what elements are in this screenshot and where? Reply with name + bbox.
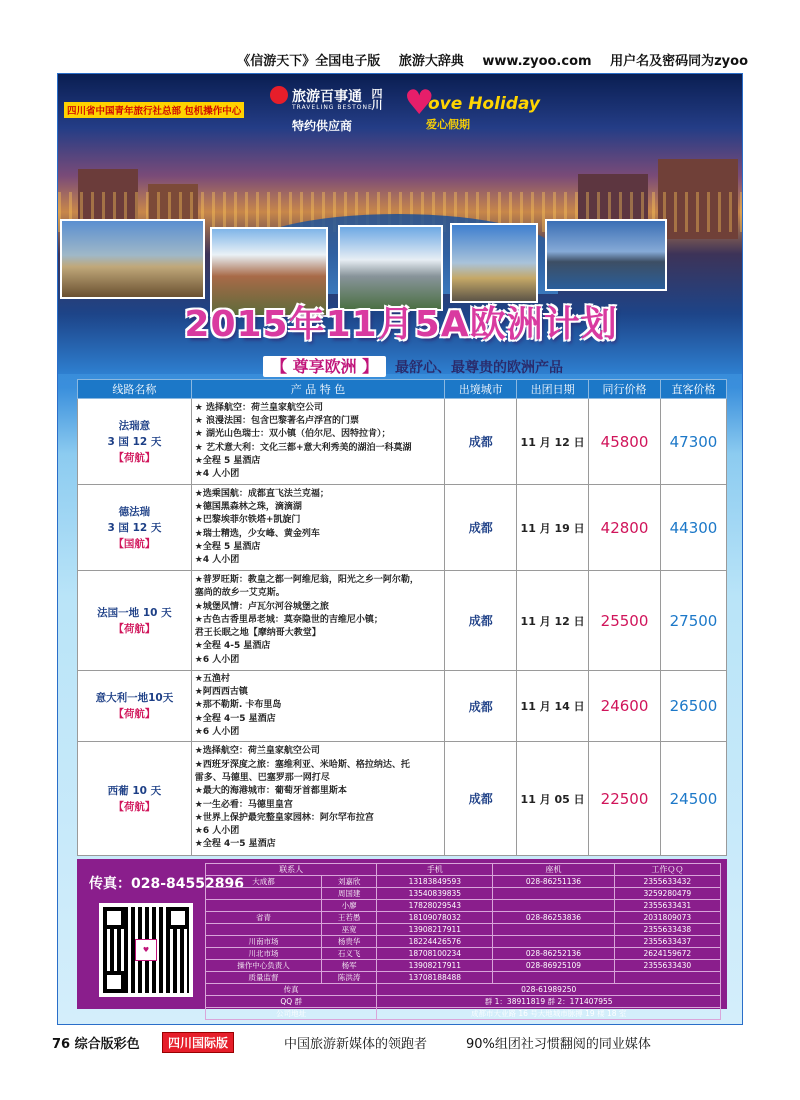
contact-mobile[interactable]: 13708188488 [377,972,493,984]
feature-line: ★选乘国航：成都直飞法兰克福； [194,488,329,499]
feature-line: ★4 人小团 [194,469,240,480]
brand-province: 四川 [370,88,383,110]
route-line: 3 国 12 天 [107,435,162,448]
contact-row [206,876,721,888]
feature-line: ★选择航空：荷兰皇家航空公司 [194,746,320,757]
contact-dept [206,924,322,936]
route-airline: 【荷航】 [113,800,156,813]
departure-city: 成都 [445,485,517,571]
feature-line: ★6 人小团 [194,826,240,837]
brand-name: 旅游百事通 [292,89,362,105]
feature-line: ★阿西西古镇 [194,687,248,698]
contact-landline[interactable]: 028-86925109 [493,960,614,972]
address-value: 成都市大业路 16 号大地城市脉搏 19 楼 18 室 [377,1008,721,1020]
contact-landline[interactable] [493,924,614,936]
feature-line: ★全程 4-5 星酒店 [194,641,271,652]
table-row [78,742,727,856]
route-name [78,399,192,485]
departure-city: 成都 [445,671,517,742]
route-line: 意大利一地10天 [95,692,174,704]
contact-person: 杨军 [321,960,376,972]
departure-date: 11 月 19 日 [517,485,589,571]
contact-dept: 川南市场 [206,936,322,948]
contact-qq[interactable] [614,972,720,984]
contact-qq[interactable]: 2624159672 [614,948,720,960]
contact-qq[interactable]: 2355633432 [614,876,720,888]
contact-col-mobile: 手机 [377,864,493,876]
feature-line: ★ 选择航空：荷兰皇家航空公司 [194,402,323,413]
contact-col-qq: 工作ＱＱ [614,864,720,876]
feature-line: ★古色古香里昂老城：莫奈隐世的吉维尼小镇； [194,614,383,625]
lvyoubaishitong-logo [270,84,390,134]
contact-person: 周国建 [321,888,376,900]
route-table-header [78,380,727,399]
feature-line: ★西班牙深度之旅：塞维利亚、米哈斯、格拉纳达、托 [194,759,410,770]
cathedral-photo [545,219,667,291]
contact-row [206,888,721,900]
contact-person: 王若愚 [321,912,376,924]
feature-line: ★ 艺术意大利：文化三都+意大利秀美的湖泊一科莫湖 [194,442,412,453]
contact-landline[interactable] [493,936,614,948]
contact-landline[interactable] [493,900,614,912]
peer-price: 24600 [589,671,661,742]
qr-pattern [103,907,189,993]
route-line: 德法瑞 [118,505,151,518]
contact-mobile[interactable]: 18224426576 [377,936,493,948]
feature-line: ★那不勒斯. 卡布里岛 [194,700,282,711]
contact-dept: 操作中心负责人 [206,960,322,972]
feature-line: ★巴黎埃菲尔铁塔+凯旋门 [194,515,301,526]
contact-dept: 川北市场 [206,948,322,960]
feature-line: ★全程 5 星酒店 [194,455,261,466]
contact-address-row [206,1008,721,1020]
header-magazine: 《信游天下》全国电子版 [237,54,381,69]
contact-mobile[interactable]: 13908217911 [377,924,493,936]
feature-line: ★6 人小团 [194,726,240,737]
contact-qq[interactable]: 2031809073 [614,912,720,924]
brand-supplier-label: 特约供应商 [292,119,353,133]
contact-panel [77,859,727,1018]
feature-line: 塞尚的故乡一艾克斯。 [194,588,285,599]
contact-row [206,948,721,960]
contact-landline[interactable] [493,888,614,900]
cyts-org-name: 四川省中国青年旅行社总部 包机操作中心 [64,102,244,118]
contact-row [206,900,721,912]
feature-line: ★一生必看：马德里皇宫 [194,799,293,810]
departure-date: 11 月 14 日 [517,671,589,742]
contact-header-row [206,864,721,876]
contact-mobile[interactable]: 18109078032 [377,912,493,924]
peer-price: 25500 [589,571,661,671]
poster-title: 2015年11月5A欧洲计划 [184,304,618,345]
contact-dept: 大成都 [206,876,322,888]
table-row [78,399,727,485]
love-holiday-cn: 爱心假期 [426,118,470,131]
route-features [191,571,445,671]
fax-number-large: 传真：028-84552896 [89,876,244,892]
footer-slogan-2: 90%组团社习惯翻阅的同业媒体 [466,1037,651,1052]
route-features [191,485,445,571]
contact-dept [206,900,322,912]
feature-line: ★德国黑森林之珠，滴滴湖 [194,501,302,512]
brand-en: TRAVELING BESTONE [292,104,373,111]
contact-col-person: 联系人 [206,864,377,876]
feature-line: ★4 人小团 [194,555,240,566]
contact-person: 石义飞 [321,948,376,960]
feature-line: ★普罗旺斯：教皇之都一阿维尼翁，阳光之乡一阿尔勒， [194,574,419,585]
fax-label: 传真 [206,984,377,996]
page-number: 76 综合版彩色 [52,1037,140,1052]
direct-price: 44300 [660,485,726,571]
contact-person: 杨贵华 [321,936,376,948]
contact-row [206,912,721,924]
contact-row [206,960,721,972]
castle-photo [60,219,205,299]
qr-corner [167,907,189,929]
col-date: 出团日期 [517,380,589,399]
feature-line: 雷多、马德里、巴塞罗那一网打尽 [194,772,330,783]
route-line: 法瑞意 [118,419,151,432]
route-name [78,671,192,742]
love-holiday-logo [404,84,554,134]
header-dictionary: 旅游大辞典 [398,54,464,69]
route-features [191,399,445,485]
direct-price: 26500 [660,671,726,742]
feature-line: ★6 人小团 [194,654,240,665]
table-row [78,485,727,571]
contact-qq[interactable]: 2355633438 [614,924,720,936]
direct-price: 24500 [660,742,726,856]
contact-qq[interactable]: 2355633430 [614,960,720,972]
feature-line: ★ 湖光山色瑞士：双小镇（伯尔尼、因特拉肯）； [194,429,391,440]
contact-qq[interactable]: 2355633437 [614,936,720,948]
top-header [0,50,800,72]
contact-person: 巫宽 [321,924,376,936]
header-login-hint: 用户名及密码同为zyoo [610,54,748,69]
subtitle-highlight: 【 尊享欧洲 】 [263,356,386,377]
qq-group-value[interactable]: 群 1：38911819 群 2：171407955 [377,996,721,1008]
peer-price: 45800 [589,399,661,485]
header-website-link[interactable]: www.zyoo.com [482,54,592,69]
route-features [191,742,445,856]
route-line: 西葡 10 天 [107,784,162,797]
contact-landline[interactable]: 028-86252136 [493,948,614,960]
contact-col-landline: 座机 [493,864,614,876]
contact-qq-row [206,996,721,1008]
contact-landline[interactable]: 028-86253836 [493,912,614,924]
fax-value[interactable]: 028-61989250 [377,984,721,996]
feature-line: ★五渔村 [194,673,230,684]
route-line: 法国一地 10 天 [97,606,172,619]
departure-city: 成都 [445,399,517,485]
feature-line: ★瑞士精选，少女峰、黄金列车 [194,528,320,539]
contact-table [205,863,721,1020]
col-peer-price: 同行价格 [589,380,661,399]
contact-person: 小廖 [321,900,376,912]
col-direct-price: 直客价格 [660,380,726,399]
departure-date: 11 月 12 日 [517,571,589,671]
contact-mobile[interactable]: 18708100234 [377,948,493,960]
route-airline: 【国航】 [113,537,156,550]
contact-landline[interactable] [493,972,614,984]
footer-slogan-1: 中国旅游新媒体的领跑者 [284,1037,428,1052]
departure-date: 11 月 12 日 [517,399,589,485]
qq-group-label: QQ 群 [206,996,377,1008]
contact-qq[interactable]: 2355633431 [614,900,720,912]
contact-mobile[interactable]: 17828029543 [377,900,493,912]
route-airline: 【荷航】 [113,708,156,720]
peer-price: 42800 [589,485,661,571]
route-airline: 【荷航】 [113,622,156,635]
feature-line: ★世界上保护最完整皇家园林：阿尔罕布拉宫 [194,812,374,823]
contact-mobile[interactable]: 13183849593 [377,876,493,888]
feature-line: ★全程 5 星酒店 [194,541,261,552]
qr-logo-icon: ♥ [135,939,157,961]
route-name [78,742,192,856]
page-footer [0,1030,800,1054]
feature-line: ★全程 4一5 星酒店 [194,839,276,850]
address-label: 公司地址 [206,1008,377,1020]
subtitle-rest: 最舒心、最尊贵的欧洲产品 [395,360,564,376]
table-row [78,671,727,742]
feature-line: ★全程 4一5 星酒店 [194,713,276,724]
love-holiday-en: ove Holiday [428,94,540,114]
contact-person: 刘嘉欣 [321,876,376,888]
feature-line: ★最大的海港城市：葡萄牙首都里斯本 [194,786,347,797]
contact-row [206,972,721,984]
route-name [78,485,192,571]
contact-mobile[interactable]: 13908217911 [377,960,493,972]
qr-corner [103,907,125,929]
qr-code-icon[interactable] [99,903,193,997]
feature-line: 君王长眠之地【摩纳哥大教堂】 [194,628,321,639]
direct-price: 47300 [660,399,726,485]
contact-fax-row [206,984,721,996]
heart-icon: ♥ [404,83,435,123]
col-city: 出境城市 [445,380,517,399]
departure-date: 11 月 05 日 [517,742,589,856]
poster-subtitle [263,354,563,377]
contact-landline[interactable]: 028-86251136 [493,876,614,888]
qr-corner [103,971,125,993]
contact-dept [206,888,322,900]
route-name [78,571,192,671]
feature-line: ★城堡风情：卢瓦尔河谷城堡之旅 [194,601,329,612]
contact-person: 陈洪涛 [321,972,376,984]
route-airline: 【荷航】 [113,451,156,464]
route-line: 3 国 12 天 [107,521,162,534]
contact-row [206,924,721,936]
bridge-statue-photo [450,223,538,303]
table-row [78,571,727,671]
departure-city: 成都 [445,571,517,671]
brand-mark-icon [270,86,288,104]
travel-poster [57,73,743,1025]
departure-city: 成都 [445,742,517,856]
route-features [191,671,445,742]
col-features: 产 品 特 色 [191,380,445,399]
contact-dept: 省青 [206,912,322,924]
contact-mobile[interactable]: 13540839835 [377,888,493,900]
edition-badge: 四川国际版 [162,1032,234,1053]
cyts-logo [64,84,264,118]
contact-dept: 质量监督 [206,972,322,984]
feature-line: ★ 浪漫法国：包含巴黎著名卢浮宫的门票 [194,415,359,426]
contact-row [206,936,721,948]
direct-price: 27500 [660,571,726,671]
col-route: 线路名称 [78,380,192,399]
contact-qq[interactable]: 3259280479 [614,888,720,900]
route-table [77,379,727,856]
peer-price: 22500 [589,742,661,856]
